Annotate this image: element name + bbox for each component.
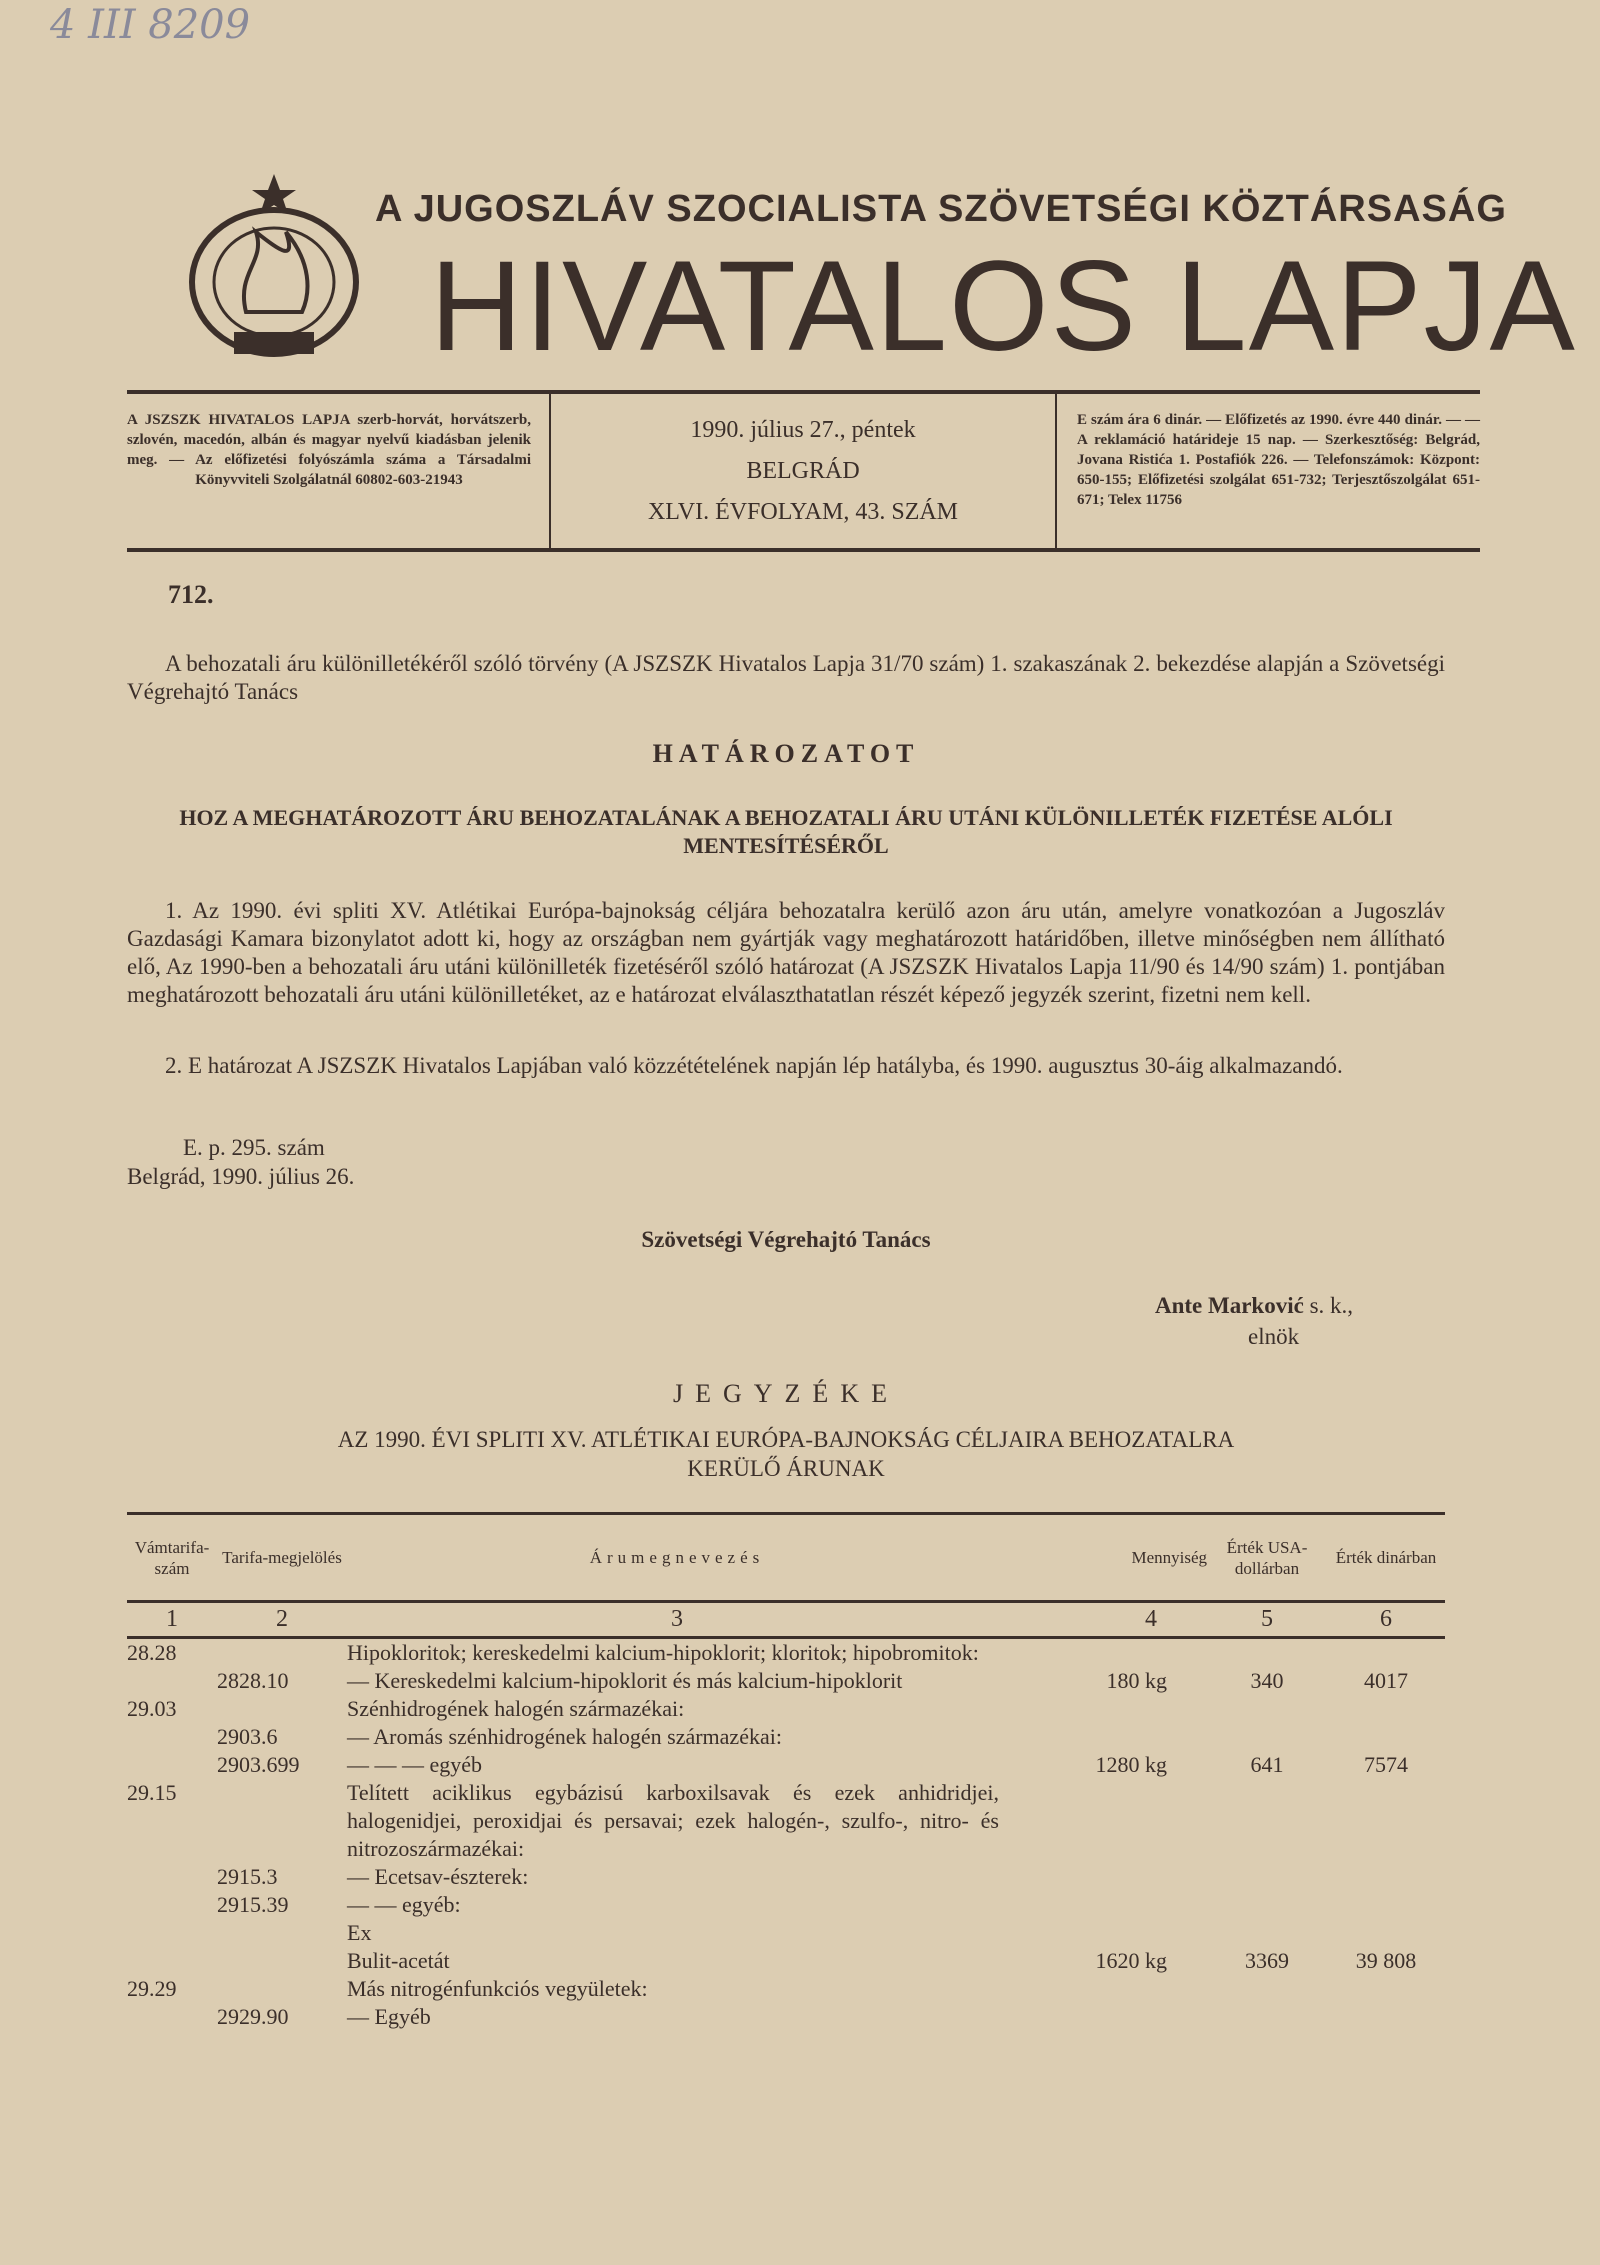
cell-tariff-mark: 2903.6 [217,1724,278,1749]
place-date: Belgrád, 1990. július 26. [127,1164,355,1189]
cell-quantity [1007,1723,1207,1751]
decision-subheading: HOZ A MEGHATÁROZOTT ÁRU BEHOZATALÁNAK A BEHOZATALI ÁRU UTÁNI KÜLÖNILLETÉK FIZETÉSE ALÓLI MENTESÍTÉSÉRŐL [179,805,1393,858]
state-emblem-icon [186,172,362,368]
cell-value-dinar [1327,1891,1445,1919]
cell-goods-name: Szénhidrogének halogén származékai: [347,1696,685,1721]
cell-value-dinar [1327,2003,1445,2031]
col-header-tariff-mark: Tarifa-megjelölés [222,1548,342,1567]
issuer: Szövetségi Végrehajtó Tanács [641,1227,931,1252]
table-row [127,1947,1445,1975]
cell-tariff-number [127,1919,217,1947]
cell-value-usd [1207,1863,1327,1891]
cell-quantity [1007,1891,1207,1919]
cell-tariff-mark: 2828.10 [217,1668,289,1693]
col-number: 1 [166,1606,178,1632]
decision-heading: HATÁROZATOT [652,739,920,768]
cell-value-usd [1207,2003,1327,2031]
table-row [127,1975,1445,2003]
cell-value-usd [1207,1723,1327,1751]
cell-value-dinar [1327,1779,1445,1863]
cell-goods-name: Ex [347,1920,372,1945]
cell-value-usd [1207,1695,1327,1723]
cell-value-usd [1207,1638,1327,1668]
col-header-tariff-number: Vámtarifa-szám [134,1537,210,1578]
cell-quantity [1007,1975,1207,2003]
col-header-usd: Érték USA-dollárban [1226,1537,1308,1578]
cell-quantity: 1620 kg [1095,1948,1167,1973]
cell-goods-name: — Kereskedelmi kalcium-hipoklorit és más kalcium-hipoklorit [347,1668,903,1693]
cell-tariff-mark [217,1975,347,2003]
col-number: 6 [1380,1606,1392,1632]
cell-goods-name: Telített aciklikus egybázisú karboxilsavak és ezek anhidridjei, halogenidjei, peroxidjai és persavai; ezek halogén-, szulfo-, nitro- és nitrozoszármazékai: [347,1780,999,1861]
cell-tariff-mark [217,1638,347,1668]
table-row [127,1751,1445,1779]
table-row [127,1863,1445,1891]
cell-goods-name: — Ecetsav-észterek: [347,1864,529,1889]
col-header-goods: Árumegnevezés [589,1548,765,1567]
cell-tariff-mark: 2929.90 [217,2004,289,2029]
cell-quantity [1007,1863,1207,1891]
cell-quantity [1007,1695,1207,1723]
table-row [127,1667,1445,1695]
cell-goods-name: Hipokloritok; kereskedelmi kalcium-hipoklorit; kloritok; hipobromitok: [347,1640,979,1665]
cell-tariff-mark [217,1779,347,1863]
cell-goods-name: — — — egyéb [347,1752,483,1777]
cell-quantity [1007,2003,1207,2031]
paragraph-1: 1. Az 1990. évi spliti XV. Atlétikai Európa-bajnokság céljára behozatalra kerülő azon áru után, amelyre vonatkozóan a Jugoszláv Gazdasági Kamara bizonylatot adott ki, hogy az országban nem gyártják vagy meghatározott határidőben, illetve minőségben nem állítható elő, Az 1990-ben a behozatali áru utáni különilleték fizetéséről szóló határozat (A JSZSZK Hivatalos Lapja 11/90 és 14/90 szám) 1. pontjában meghatározott behozatali áru utáni különilletéket, az e határozat elválaszthatatlan részét képező jegyzék szerint, fizetni nem kell. [127,898,1445,1007]
reference-number: E. p. 295. szám [183,1135,325,1160]
col-number: 4 [1145,1606,1157,1632]
cell-tariff-number [127,1863,217,1891]
cell-tariff-number [127,1947,217,1975]
issue-info [549,394,1057,548]
cell-value-dinar: 39 808 [1355,1948,1417,1973]
cell-tariff-number: 29.29 [127,1976,177,2001]
cell-value-dinar: 4017 [1364,1668,1408,1693]
cell-value-dinar [1327,1919,1445,1947]
cell-tariff-mark: 2903.699 [217,1752,300,1777]
preamble: A behozatali áru különilletékéről szóló törvény (A JSZSZK Hivatalos Lapja 31/70 szám) 1. szakaszának 2. bekezdése alapján a Szövetségi Végrehajtó Tanács [127,651,1445,704]
cell-value-usd [1207,1891,1327,1919]
table-row [127,2003,1445,2031]
goods-table [127,1512,1445,2031]
signer-suffix: s. k., [1309,1293,1354,1318]
col-number: 5 [1261,1606,1273,1632]
cell-value-usd [1207,1779,1327,1863]
cell-tariff-mark [217,1919,347,1947]
cell-goods-name: — Egyéb [347,2004,431,2029]
cell-quantity [1007,1779,1207,1863]
table-row [127,1723,1445,1751]
list-subtitle-2: KERÜLŐ ÁRUNAK [687,1456,885,1481]
cell-value-usd [1207,1975,1327,2003]
cell-tariff-mark [217,1947,347,1975]
table-row [127,1695,1445,1723]
col-number: 3 [671,1606,683,1632]
column-number-row [127,1602,1445,1638]
cell-value-dinar [1327,1695,1445,1723]
cell-value-usd: 3369 [1245,1948,1289,1973]
cell-value-dinar [1327,1723,1445,1751]
cell-goods-name: — Aromás szénhidrogének halogén származékai: [347,1724,782,1749]
price-contact-info: E szám ára 6 dinár. — Előfizetés az 1990. évre 440 dinár. — — A reklamáció határideje 15 nap. — Szerkesztőség: Belgrád, Jovana Ristića 1. Postafiók 226. — Telefonszámok: Központ: 650-155; Előfizetési szolgálat 651-732; Terjesztőszolgálat 651-671; Telex 11756 [1077,412,1480,508]
edition-info: A JSZSZK HIVATALOS LAPJA szerb-horvát, horvátszerb, szlovén, macedón, albán és magyar nyelvű kiadásban jelenik meg. — Az előfizetési folyószámla száma a Társadalmi Könyvviteli Szolgálatnál 60802-603-21943 [127,412,531,488]
cell-value-dinar [1327,1638,1445,1668]
issue-city: BELGRÁD [746,457,860,484]
cell-quantity: 1280 kg [1095,1752,1167,1777]
cell-tariff-mark: 2915.39 [217,1892,289,1917]
cell-value-usd: 340 [1250,1668,1284,1693]
signature [1155,1292,1455,1320]
cell-tariff-number [127,1667,217,1695]
issue-info-box [127,390,1480,552]
signer-name: Ante Marković [1155,1293,1304,1318]
cell-quantity [1007,1919,1207,1947]
col-number: 2 [276,1606,288,1632]
cell-goods-name: Bulit-acetát [347,1948,450,1973]
act-number: 712. [168,580,214,609]
masthead-supertitle: A JUGOSZLÁV SZOCIALISTA SZÖVETSÉGI KÖZTÁRSASÁG [375,188,1507,230]
table-row [127,1919,1445,1947]
cell-tariff-number [127,2003,217,2031]
table-header-row [127,1514,1445,1602]
table-row [127,1891,1445,1919]
masthead-title: HIVATALOS LAPJA [430,235,1577,378]
table-row [127,1638,1445,1668]
cell-goods-name: Más nitrogénfunkciós vegyületek: [347,1976,648,2001]
issue-date: 1990. július 27., péntek [690,417,916,444]
cell-tariff-number: 28.28 [127,1640,177,1665]
cell-quantity: 180 kg [1106,1668,1167,1693]
list-subtitle-1: AZ 1990. ÉVI SPLITI XV. ATLÉTIKAI EURÓPA-BAJNOKSÁG CÉLJAIRA BEHOZATALRA [337,1427,1235,1452]
col-header-quantity: Mennyiség [1131,1548,1207,1567]
cell-tariff-number: 29.15 [127,1780,177,1805]
cell-tariff-number [127,1723,217,1751]
issue-volume: XLVI. ÉVFOLYAM, 43. SZÁM [647,498,959,525]
cell-value-dinar: 7574 [1364,1752,1408,1777]
cell-tariff-mark: 2915.3 [217,1864,278,1889]
cell-tariff-mark [217,1695,347,1723]
cell-tariff-number: 29.03 [127,1696,177,1721]
cell-value-usd: 641 [1250,1752,1284,1777]
cell-value-dinar [1327,1975,1445,2003]
col-header-dinar: Érték dinárban [1335,1548,1437,1567]
list-title: JEGYZÉKE [673,1379,899,1408]
cell-tariff-number [127,1891,217,1919]
cell-value-dinar [1327,1863,1445,1891]
cell-quantity [1007,1638,1207,1668]
handwritten-note: 4 III 8209 [50,2,251,48]
cell-tariff-number [127,1751,217,1779]
cell-goods-name: — — egyéb: [347,1892,461,1917]
signer-role: elnök [1248,1324,1300,1349]
table-row [127,1779,1445,1863]
cell-value-usd [1207,1919,1327,1947]
paragraph-2: 2. E határozat A JSZSZK Hivatalos Lapjában való közzétételének napján lép hatályba, és 1990. augusztus 30-áig alkalmazandó. [165,1053,1343,1078]
